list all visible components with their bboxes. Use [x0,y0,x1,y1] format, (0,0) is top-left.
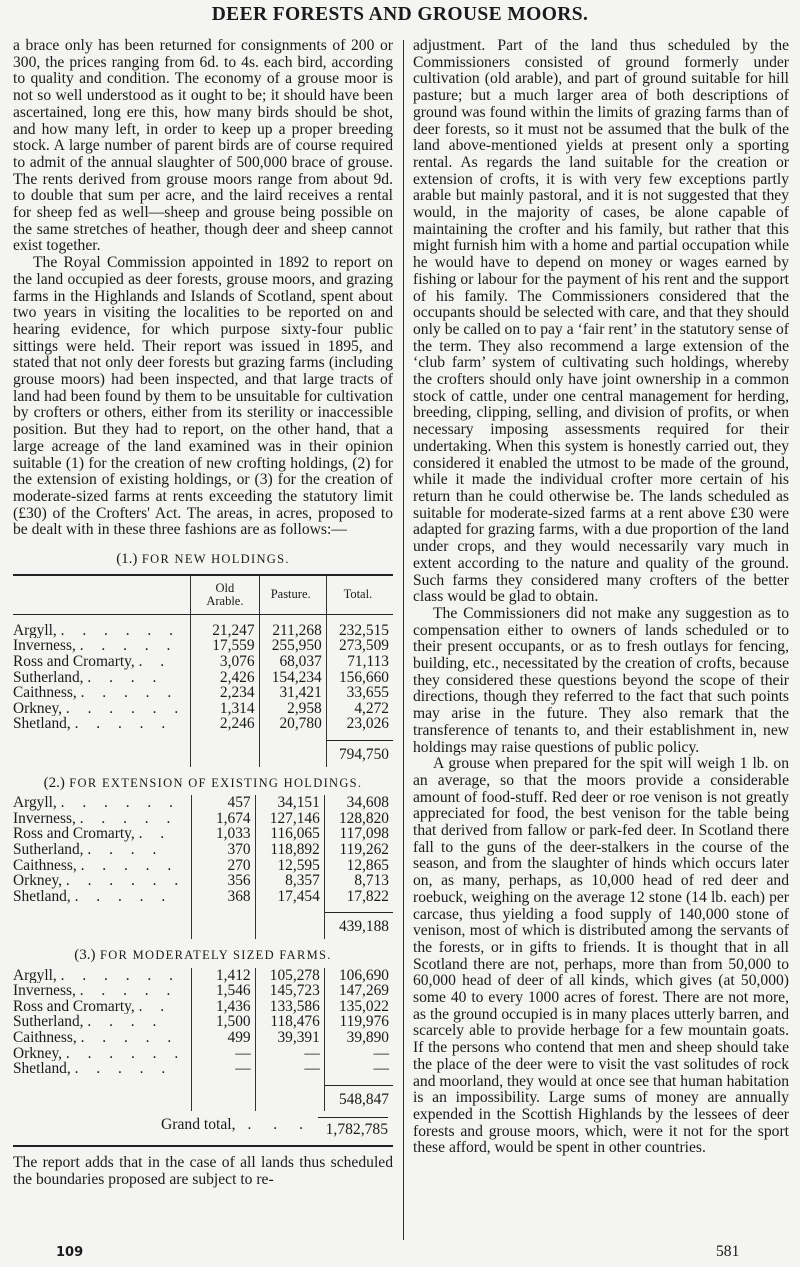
region-name [13,1014,192,1030]
region-name [13,842,192,858]
total-value: 23,026 [326,716,393,732]
column-header-total: Total. [326,575,393,615]
region-name [13,889,192,905]
region-name [13,623,191,639]
total-value: 156,660 [326,670,393,686]
signature-mark: 109 [56,1245,84,1260]
table-row [13,826,393,842]
table-row [13,701,393,717]
region-label: Argyll, [13,967,57,984]
leader-dots: . . . . . [79,810,178,827]
old-arable-value: 1,033 [192,826,255,842]
table-row [13,1061,393,1077]
region-label: Caithness, [13,1030,77,1046]
table-section-caption: (1.) FOR NEW HOLDINGS. [116,551,290,568]
table-row [13,638,393,654]
right-column [413,38,789,1157]
region-label: Sutherland, [13,669,84,686]
column-header-old-arable: Old Arable. [191,575,259,615]
grand-total-label: Grand total, [161,1116,236,1134]
leader-dots: . . . . [87,1014,164,1031]
paragraph: The Royal Commission appointed in 1892 to report on the land occupied as deer forests, grouse moors, and grazing farms in the Highlands and Islands of Scotland, spent about two years in visiting the localities to be reported on and hearing evidence, for which purpose sixty-four public sittings were held. Their report was issued in 1895, and stated that not only deer forests but grazing farms (including grouse moors) had been inspected, and that large tracts of land had been found by them to be unsuitable for cultivation by crofters or others, either from its sterility or inaccessible position. But they had to report, on the other hand, that a large acreage of the land examined was in their opinion suitable (1) for the creation of new crofting holdings, (2) for the extension of existing holdings, or (3) for the creation of moderate-sized farms at rents exceeding the statutory limit (£30) of the Crofters' Act. The areas, in acres, proposed to be dealt with in these three fashions are as follows:— [13,254,393,539]
region-label: Inverness, [13,983,76,999]
paragraph: The Commissioners did not make any suggestion as to compensation either to owners of lands scheduled or to their present occupants, or as to fresh outlays for fencing, building, etc., necessitated by the creation of crofts, because they considered these questions beyond the scope of their directions, though they referred to the fact that such points may arise in the future. They also remark that the transference of tenants to, and their establishment in, new holdings may raise questions of public policy. [413,604,789,756]
region-name [13,638,191,654]
pasture-value: 17,454 [255,889,324,905]
leader-dots: . . . . . [80,857,179,874]
pasture-value: 31,421 [259,685,326,701]
pasture-value: — [255,1046,324,1062]
total-value: 71,113 [326,654,393,670]
region-name [13,716,191,732]
subtotal-value: 794,750 [326,740,393,766]
leader-dots: . . [138,826,172,843]
table-section-body [13,795,393,904]
grand-total-row [13,1117,393,1139]
region-label: Argyll, [13,795,57,811]
table-row [13,999,393,1015]
total-value: 232,515 [326,623,393,639]
region-name [13,701,191,717]
old-arable-value: 457 [192,795,255,811]
region-name [13,670,191,686]
leader-dots: . . [138,653,172,670]
table-row [13,1030,393,1046]
region-name [13,1046,192,1062]
region-name [13,654,191,670]
grand-total-value: 1,782,785 [318,1117,388,1139]
pasture-value: 20,780 [259,716,326,732]
paragraph: The report adds that in the case of all lands thus scheduled the boundaries proposed are subject to re- [13,1154,393,1188]
total-value: 273,509 [326,638,393,654]
region-label: Inverness, [13,638,76,654]
leader-dots: . . . . . . [65,873,186,889]
leader-dots: . . . . . [74,716,173,732]
paragraph: A grouse when prepared for the spit will weigh 1 lb. on an average, so that the moors provide a considerable amount of food-stuff. Red deer or roe venison is not greatly appreciated for food, the best venison for the table being that derived from fallow or park-fed deer. In Scotland there fall to the guns of the deer-stalkers in the course of the season, and from the slaughter of hinds which occurs later on, as many, perhaps, as 10,000 head of red deer and roebuck, weighing on the average 12 stone (14 lb. each) per carcase, thus yielding a food supply of 140,000 stone of venison, most of which is distributed among the servants of the forests, or in gifts to friends. It is thought that in all Scotland there are not, perhaps, more than from 50,000 to 60,000 head of deer of all kinds, which gives (at 50,000) some 40 to every 1000 acres of forest. There are not more, as the ground occupied is in many places utterly barren, and scarcely able to provide herbage for a few mountain goats. If the persons who contend that men and sheep should take the place of the deer were to visit the vast solitudes of rock and moorland, they would at once see that human habitation is an impossibility. Large sums of money are annually expended in the Scottish Highlands by the lessees of deer forests and grouse moors, which, were it not for the sport these afford, would be spent in other countries. [413,755,789,1157]
total-value: 4,272 [326,701,393,717]
subtotal-row [13,740,393,766]
leader-dots: . . . . . [74,1061,173,1077]
paragraph: a brace only has been returned for consignments of 200 or 300, the prices ranging from 6d. to 4s. each bird, according to quality and condition. The economy of a grouse moor is not so well understood as it ought to be; it should have been ascertained, long ere this, how many birds should be shot, and how many left, in order to keep up a proper breeding stock. A large number of parent birds are of course required to admit of the annual slaughter of 500,000 brace of grouse. The rents derived from grouse moors range from about 9d. to double that sum per acre, and the laird receives a rental for sheep fed as well—sheep and grouse being possible on the same stretches of heather, though deer and sheep cannot exist together. [13,37,393,255]
total-value: 135,022 [324,999,393,1015]
region-label: Ross and Cromarty, [13,653,135,670]
region-name [13,795,192,811]
pasture-value: 133,586 [255,999,324,1015]
total-value: 117,098 [324,826,393,842]
table-row [13,811,393,827]
leader-dots: . . . [247,1116,312,1134]
total-value: 119,976 [324,1014,393,1030]
total-value: — [324,1046,393,1062]
pasture-value: 255,950 [259,638,326,654]
region-label: Orkney, [13,700,63,717]
old-arable-value: — [192,1046,255,1062]
region-label: Caithness, [13,685,77,701]
region-label: Sutherland, [13,1014,84,1031]
region-label: Inverness, [13,810,76,827]
region-name [13,685,191,701]
pasture-value: 12,595 [255,858,324,874]
region-label: Shetland, [13,1061,71,1077]
old-arable-value: 2,426 [191,670,259,686]
total-value: 39,890 [324,1030,393,1046]
total-value: 17,822 [324,889,393,905]
old-arable-value: 21,247 [191,623,259,639]
table-row [13,654,393,670]
table-row [13,716,393,732]
page-number: 581 [716,1243,740,1260]
table-header-row [13,575,393,615]
total-value: 34,608 [324,795,393,811]
table-bottom-rule [13,1145,393,1147]
running-head: DEER FORESTS AND GROUSE MOORS. [211,4,589,25]
old-arable-value: 3,076 [191,654,259,670]
column-header [13,575,191,615]
pasture-value: 211,268 [259,623,326,639]
subtotal-row [13,913,393,939]
table-row [13,685,393,701]
region-name [13,826,192,842]
total-value: — [324,1061,393,1077]
region-label: Argyll, [13,622,57,639]
region-label: Orkney, [13,1045,63,1062]
old-arable-value: 2,246 [191,716,259,732]
total-value: 147,269 [324,983,393,999]
leader-dots: . . . . [87,669,164,686]
old-arable-value: 17,559 [191,638,259,654]
old-arable-value: 370 [192,842,255,858]
subtotal-value: 548,847 [324,1085,393,1111]
region-name [13,1061,192,1077]
leader-dots: . . . . [87,842,164,858]
pasture-value: 127,146 [255,811,324,827]
pasture-value: 116,065 [255,826,324,842]
pasture-value: 105,278 [255,968,324,984]
region-name [13,983,192,999]
subtotal-value: 439,188 [324,913,393,939]
leader-dots: . . [138,998,172,1015]
region-name [13,999,192,1015]
leader-dots: . . . . . [79,983,178,999]
acreage-table [13,574,393,767]
region-name [13,1030,192,1046]
old-arable-value: 1,314 [191,701,259,717]
column-header-pasture: Pasture. [259,575,326,615]
region-label: Shetland, [13,716,71,732]
pasture-value: 8,357 [255,873,324,889]
pasture-value: 2,958 [259,701,326,717]
column-divider [403,40,404,1240]
paragraph: adjustment. Part of the land thus scheduled by the Commissioners consisted of ground formerly under cultivation (old arable), and part of ground suitable for hill pasture; but a much larger area of both descriptions of ground was found within the limits of grazing farms than of deer forests, so it must not be assumed that the bulk of the land above-mentioned yields at present only a sporting rental. As regards the land suitable for the creation or extension of crofts, it is with very few exceptions partly arable but mainly pastoral, and it is not suggested that they would, in the majority of cases, be alone capable of maintaining the crofter and his family, but rather that this might furnish him with a home and partial occupation while he would have to depend on money or wages earned by fishing or labour for the payment of his rent and the support of his family. The Commissioners considered that the occupants should be selected with care, and that they should only be called on to pay a ‘fair rent’ in the statutory sense of the term. They also recommend a large extension of the ‘club farm’ system of cultivating such holdings, whereby the crofters should only have joint ownership in a common stock of cattle, under one central management for herding, breeding, clipping, selling, and division of profits, or when necessary imposing assessments required for their undertaking. When this system is honestly carried out, they considered it enabled the utmost to be made of the ground, while it made the individual crofter more certain of his return than he could otherwise be. The lands scheduled as suitable for moderate-sized farms at a rent above £30 were adapted for grazing farms, with a due proportion of the land under crops, and they would necessarily vary much in extent according to the nature and quality of the ground. Such farms they considered many crofters of the better class would be glad to obtain. [413,37,789,606]
leader-dots: . . . . . [80,685,179,701]
pasture-value: 145,723 [255,983,324,999]
old-arable-value: 1,546 [192,983,255,999]
region-label: Ross and Cromarty, [13,826,135,843]
pasture-value: 154,234 [259,670,326,686]
total-value: 128,820 [324,811,393,827]
pasture-value: 68,037 [259,654,326,670]
old-arable-value: 1,436 [192,999,255,1015]
subtotal-row [13,1085,393,1111]
table-row [13,873,393,889]
pasture-value: 118,476 [255,1014,324,1030]
old-arable-value: 1,500 [192,1014,255,1030]
pasture-value: — [255,1061,324,1077]
acreage-table [13,968,393,1112]
total-value: 33,655 [326,685,393,701]
region-name [13,811,192,827]
region-name [13,873,192,889]
table-row [13,670,393,686]
acreage-table [13,795,393,939]
table-section-body [13,968,393,1077]
old-arable-value: 1,674 [192,811,255,827]
leader-dots: . . . . . . [60,622,180,639]
old-arable-value: 368 [192,889,255,905]
region-label: Orkney, [13,873,63,889]
region-name [13,858,192,874]
table-section-caption: (2.) FOR EXTENSION OF EXISTING HOLDINGS. [43,774,363,791]
table-row [13,1014,393,1030]
table-row [13,842,393,858]
old-arable-value: 270 [192,858,255,874]
total-value: 106,690 [324,968,393,984]
table-row [13,889,393,905]
table-row [13,1046,393,1062]
leader-dots: . . . . . [74,888,173,905]
table-row [13,983,393,999]
total-value: 12,865 [324,858,393,874]
pasture-value: 118,892 [255,842,324,858]
total-value: 8,713 [324,873,393,889]
pasture-value: 39,391 [255,1030,324,1046]
old-arable-value: 1,412 [192,968,255,984]
old-arable-value: 2,234 [191,685,259,701]
region-name [13,968,192,984]
region-label: Ross and Cromarty, [13,998,135,1015]
leader-dots: . . . . . . [65,1045,186,1062]
old-arable-value: 499 [192,1030,255,1046]
old-arable-value: 356 [192,873,255,889]
region-label: Sutherland, [13,842,84,858]
region-label: Caithness, [13,857,77,874]
table-row [13,795,393,811]
left-column [13,38,393,1189]
region-label: Shetland, [13,888,71,905]
pasture-value: 34,151 [255,795,324,811]
table-row [13,623,393,639]
leader-dots: . . . . . . [60,967,180,984]
old-arable-value: — [192,1061,255,1077]
leader-dots: . . . . . . [65,700,186,717]
table-section-body [13,623,393,732]
table-row [13,968,393,984]
table-row [13,858,393,874]
table-section-caption: (3.) FOR MODERATELY SIZED FARMS. [74,947,332,963]
leader-dots: . . . . . [79,638,178,654]
leader-dots: . . . . . . [60,795,180,811]
leader-dots: . . . . . [80,1030,179,1046]
total-value: 119,262 [324,842,393,858]
